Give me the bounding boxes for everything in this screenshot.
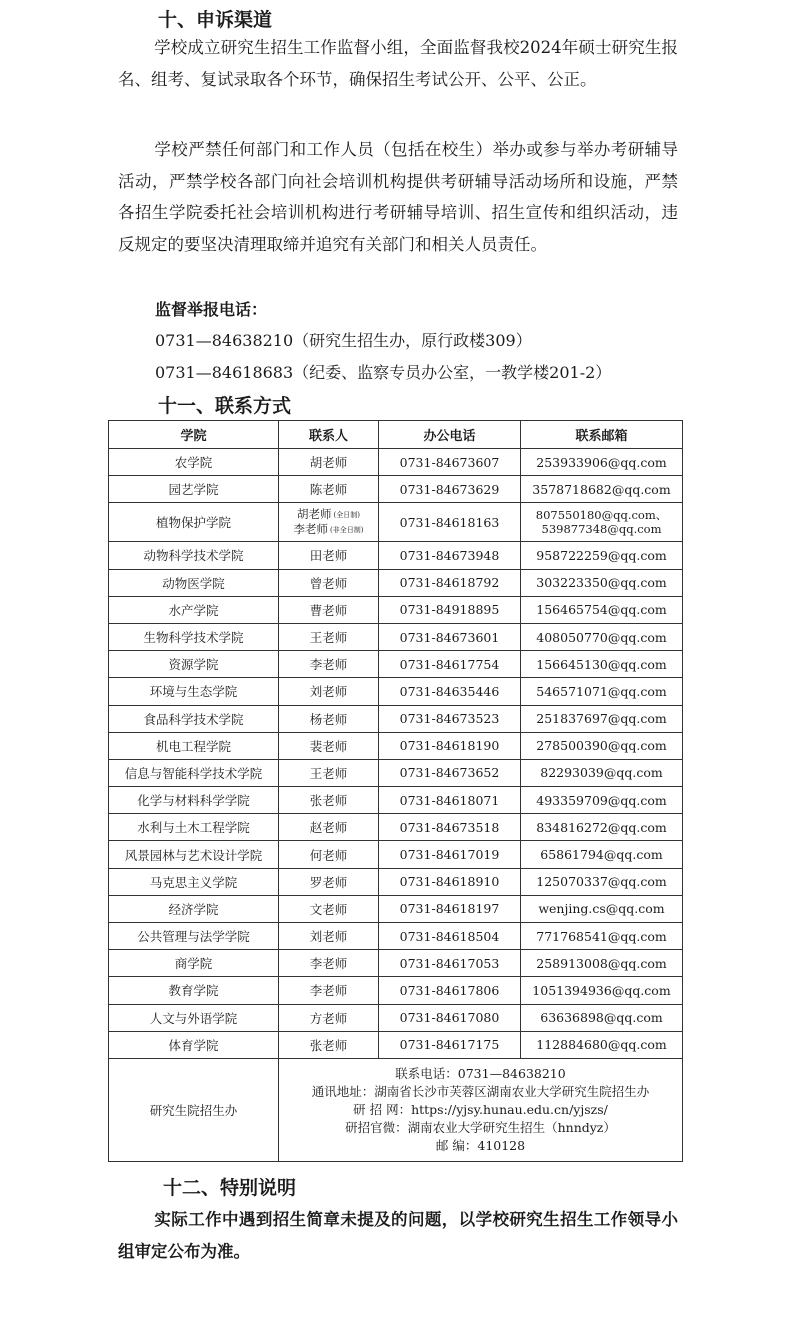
contact-cell: 王老师 xyxy=(279,623,379,650)
email-cell: 546571071@qq.com xyxy=(521,678,683,705)
email-cell: 65861794@qq.com xyxy=(521,841,683,868)
phone-cell: 0731-84673652 xyxy=(379,759,521,786)
email-cell: 253933906@qq.com xyxy=(521,449,683,476)
hotline-label: 监督举报电话： xyxy=(155,300,268,319)
contact-note-2: (非全日制) xyxy=(330,526,364,535)
section-10-paragraph-1: 学校成立研究生招生工作监督小组，全面监督我校2024年硕士研究生报名、组考、复试录取各个环节，确保招生考试公开、公平、公正。 xyxy=(118,38,678,89)
table-row xyxy=(109,814,683,841)
contact-cell: 刘老师 xyxy=(279,678,379,705)
phone-cell: 0731-84617053 xyxy=(379,950,521,977)
phone-cell: 0731-84918895 xyxy=(379,596,521,623)
contact-note: (全日制) xyxy=(333,511,360,520)
college-cell: 植物保护学院 xyxy=(109,503,279,542)
email-cell: 3578718682@qq.com xyxy=(521,476,683,503)
contact-cell: 曾老师 xyxy=(279,569,379,596)
email-cell: 1051394936@qq.com xyxy=(521,977,683,1004)
college-cell: 经济学院 xyxy=(109,895,279,922)
college-cell: 食品科学技术学院 xyxy=(109,705,279,732)
column-header-contact: 联系人 xyxy=(279,421,379,449)
email-cell: 493359709@qq.com xyxy=(521,787,683,814)
office-info-line: 研招官微：湖南农业大学研究生招生（hnndyz） xyxy=(345,1119,616,1135)
table-header-row xyxy=(109,421,683,449)
contact-cell: 张老师 xyxy=(279,787,379,814)
section-12-paragraph: 实际工作中遇到招生简章未提及的问题，以学校研究生招生工作领导小组审定公布为准。 xyxy=(118,1210,678,1261)
phone-cell: 0731-84618163 xyxy=(379,503,521,542)
email-cell: 408050770@qq.com xyxy=(521,623,683,650)
email-cell xyxy=(521,503,683,542)
contact-table-body xyxy=(109,449,683,1162)
phone-cell: 0731-84673948 xyxy=(379,542,521,569)
college-cell: 化学与材料科学学院 xyxy=(109,787,279,814)
table-row xyxy=(109,503,683,542)
contact-cell: 裴老师 xyxy=(279,732,379,759)
table-row xyxy=(109,950,683,977)
college-cell: 水产学院 xyxy=(109,596,279,623)
office-info-line: 邮 编：410128 xyxy=(435,1137,526,1153)
email-cell: 125070337@qq.com xyxy=(521,868,683,895)
table-row xyxy=(109,449,683,476)
college-cell: 信息与智能科学技术学院 xyxy=(109,759,279,786)
email-cell: 958722259@qq.com xyxy=(521,542,683,569)
table-row xyxy=(109,623,683,650)
phone-cell: 0731-84617175 xyxy=(379,1031,521,1058)
hotline-2: 0731—84618683（纪委、监察专员办公室，一教学楼201-2） xyxy=(155,363,612,382)
phone-cell: 0731-84673523 xyxy=(379,705,521,732)
phone-cell: 0731-84617019 xyxy=(379,841,521,868)
contact-cell xyxy=(279,503,379,542)
phone-cell: 0731-84617754 xyxy=(379,651,521,678)
table-row xyxy=(109,651,683,678)
table-row xyxy=(109,1031,683,1058)
table-row xyxy=(109,759,683,786)
contact-name: 胡老师 xyxy=(297,507,332,522)
college-cell: 水利与土木工程学院 xyxy=(109,814,279,841)
table-row xyxy=(109,895,683,922)
contact-cell: 陈老师 xyxy=(279,476,379,503)
email-cell: wenjing.cs@qq.com xyxy=(521,895,683,922)
phone-cell: 0731-84618190 xyxy=(379,732,521,759)
office-row xyxy=(109,1058,683,1161)
contact-cell: 文老师 xyxy=(279,895,379,922)
contact-cell: 张老师 xyxy=(279,1031,379,1058)
college-cell: 马克思主义学院 xyxy=(109,868,279,895)
college-cell: 教育学院 xyxy=(109,977,279,1004)
college-cell: 资源学院 xyxy=(109,651,279,678)
college-cell: 机电工程学院 xyxy=(109,732,279,759)
college-cell: 商学院 xyxy=(109,950,279,977)
email-1: 807550180@qq.com、 xyxy=(535,508,668,523)
office-name-cell: 研究生院招生办 xyxy=(109,1058,279,1161)
contact-cell: 罗老师 xyxy=(279,868,379,895)
contact-cell: 李老师 xyxy=(279,977,379,1004)
phone-cell: 0731-84618792 xyxy=(379,569,521,596)
college-cell: 体育学院 xyxy=(109,1031,279,1058)
email-2: 539877348@qq.com xyxy=(541,522,662,537)
college-cell: 人文与外语学院 xyxy=(109,1004,279,1031)
college-cell: 园艺学院 xyxy=(109,476,279,503)
email-cell: 156465754@qq.com xyxy=(521,596,683,623)
office-info-cell xyxy=(279,1058,683,1161)
contact-cell: 杨老师 xyxy=(279,705,379,732)
email-cell: 156645130@qq.com xyxy=(521,651,683,678)
college-cell: 风景园林与艺术设计学院 xyxy=(109,841,279,868)
table-row xyxy=(109,542,683,569)
contact-cell: 赵老师 xyxy=(279,814,379,841)
college-cell: 农学院 xyxy=(109,449,279,476)
contact-cell: 曹老师 xyxy=(279,596,379,623)
phone-cell: 0731-84635446 xyxy=(379,678,521,705)
table-row xyxy=(109,1004,683,1031)
contact-cell: 李老师 xyxy=(279,950,379,977)
contact-cell: 李老师 xyxy=(279,651,379,678)
email-cell: 834816272@qq.com xyxy=(521,814,683,841)
phone-cell: 0731-84673629 xyxy=(379,476,521,503)
office-info-line: 联系电话：0731—84638210 xyxy=(395,1065,566,1081)
table-row xyxy=(109,705,683,732)
email-cell: 112884680@qq.com xyxy=(521,1031,683,1058)
hotline-1: 0731—84638210（研究生招生办，原行政楼309） xyxy=(155,331,532,350)
table-row xyxy=(109,977,683,1004)
column-header-email: 联系邮箱 xyxy=(521,421,683,449)
phone-cell: 0731-84617806 xyxy=(379,977,521,1004)
contact-cell: 王老师 xyxy=(279,759,379,786)
phone-cell: 0731-84618071 xyxy=(379,787,521,814)
college-cell: 公共管理与法学学院 xyxy=(109,923,279,950)
section-10-paragraph-2: 学校严禁任何部门和工作人员（包括在校生）举办或参与举办考研辅导活动，严禁学校各部门向社会培训机构提供考研辅导活动场所和设施，严禁各招生学院委托社会培训机构进行考研辅导培训、招生宣传和组织活动，违反规定的要坚决清理取缔并追究有关部门和相关人员责任。 xyxy=(118,140,678,254)
section-12-heading: 十二、特别说明 xyxy=(163,1177,297,1199)
table-row xyxy=(109,569,683,596)
college-cell: 环境与生态学院 xyxy=(109,678,279,705)
contact-cell: 方老师 xyxy=(279,1004,379,1031)
table-row xyxy=(109,732,683,759)
column-header-phone: 办公电话 xyxy=(379,421,521,449)
phone-cell: 0731-84618504 xyxy=(379,923,521,950)
phone-cell: 0731-84617080 xyxy=(379,1004,521,1031)
email-cell: 258913008@qq.com xyxy=(521,950,683,977)
table-row xyxy=(109,476,683,503)
section-10-heading: 十、申诉渠道 xyxy=(158,9,273,31)
email-cell: 82293039@qq.com xyxy=(521,759,683,786)
college-cell: 动物医学院 xyxy=(109,569,279,596)
email-cell: 251837697@qq.com xyxy=(521,705,683,732)
table-row xyxy=(109,841,683,868)
contact-cell: 刘老师 xyxy=(279,923,379,950)
contact-cell: 田老师 xyxy=(279,542,379,569)
email-cell: 63636898@qq.com xyxy=(521,1004,683,1031)
contact-name-2: 李老师 xyxy=(293,522,329,537)
email-cell: 303223350@qq.com xyxy=(521,569,683,596)
phone-cell: 0731-84673518 xyxy=(379,814,521,841)
phone-cell: 0731-84618910 xyxy=(379,868,521,895)
phone-cell: 0731-84673607 xyxy=(379,449,521,476)
table-row xyxy=(109,596,683,623)
email-cell: 278500390@qq.com xyxy=(521,732,683,759)
contact-table xyxy=(108,420,683,1162)
table-row xyxy=(109,923,683,950)
contact-cell: 何老师 xyxy=(279,841,379,868)
column-header-college: 学院 xyxy=(109,421,279,449)
office-info-line: 研 招 网：https://yjsy.hunau.edu.cn/yjszs/ xyxy=(353,1101,608,1117)
contact-cell: 胡老师 xyxy=(279,449,379,476)
table-row xyxy=(109,868,683,895)
college-cell: 生物科学技术学院 xyxy=(109,623,279,650)
phone-cell: 0731-84673601 xyxy=(379,623,521,650)
phone-cell: 0731-84618197 xyxy=(379,895,521,922)
college-cell: 动物科学技术学院 xyxy=(109,542,279,569)
email-cell: 771768541@qq.com xyxy=(521,923,683,950)
section-11-heading: 十一、联系方式 xyxy=(158,395,292,417)
table-row xyxy=(109,678,683,705)
office-info-line: 通讯地址：湖南省长沙市芙蓉区湖南农业大学研究生院招生办 xyxy=(311,1083,650,1099)
table-row xyxy=(109,787,683,814)
